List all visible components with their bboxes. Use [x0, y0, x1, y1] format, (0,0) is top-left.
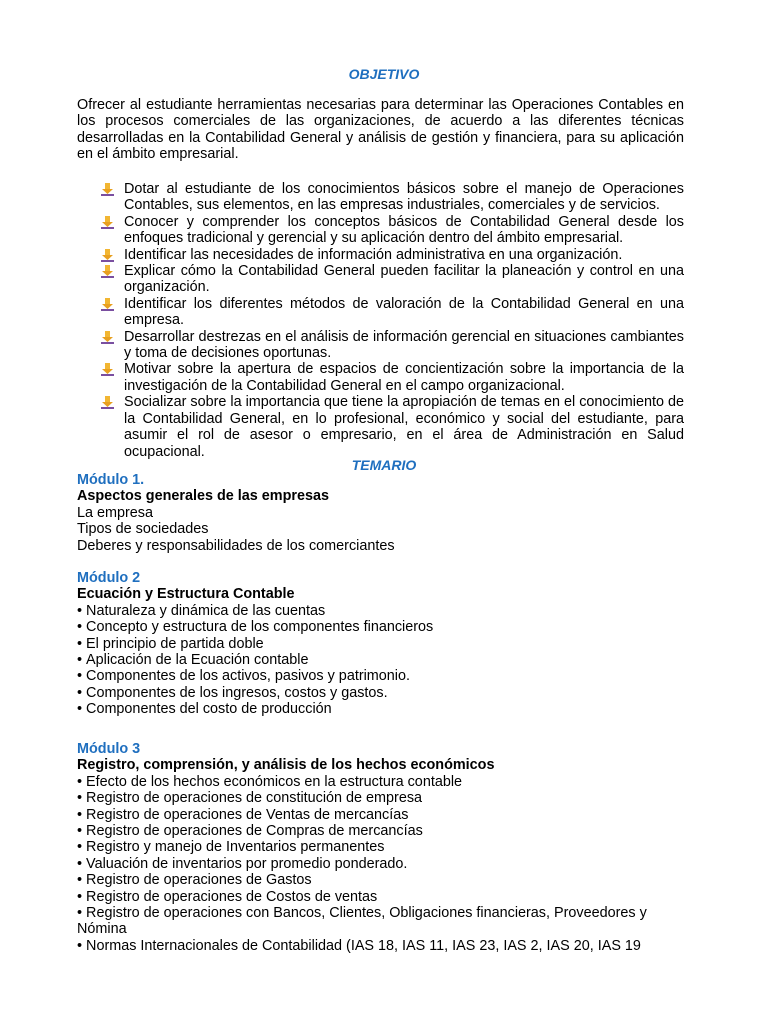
objectives-list: [77, 181, 684, 460]
list-item: • Componentes de los activos, pasivos y patrimonio.: [77, 668, 684, 684]
objetivo-heading: OBJETIVO: [348, 66, 420, 82]
objective-item: [77, 263, 684, 296]
objective-item: [77, 214, 684, 247]
module-topic-list: [77, 505, 684, 554]
objective-text: Conocer y comprender los conceptos básicos de Contabilidad General desde los enfoques tradicional y gerencial y su aplicación dentro del ámbito empresarial.: [124, 213, 684, 247]
objective-text: Identificar los diferentes métodos de valoración de la Contabilidad General en una empresa.: [124, 295, 684, 329]
objective-text: Motivar sobre la apertura de espacios de concientización sobre la importancia de la investigación de la Contabilidad General en el campo organizacional.: [124, 361, 684, 394]
module-3: [77, 741, 684, 954]
module-2: [77, 570, 684, 718]
list-item: • Registro de operaciones de Costos de ventas: [77, 889, 684, 905]
objective-item: [77, 361, 684, 394]
objective-text: Socializar sobre la importancia que tiene la apropiación de temas en el conocimiento de la Contabilidad General, en lo profesional, económico y social del estudiante, para asumir el rol de asesor o empresario, en el área de Administración en Salud ocupacional.: [124, 394, 684, 460]
objective-text: Desarrollar destrezas en el análisis de información gerencial en situaciones cambiantes y toma de decisiones oportunas.: [124, 328, 684, 362]
list-item: • Naturaleza y dinámica de las cuentas: [77, 603, 684, 619]
list-item: • El principio de partida doble: [77, 636, 684, 652]
objective-item: [77, 296, 684, 329]
objective-item: [77, 329, 684, 362]
list-item: • Registro de operaciones con Bancos, Clientes, Obligaciones financieras, Proveedores y Nómina: [77, 905, 684, 938]
objective-text: Dotar al estudiante de los conocimientos básicos sobre el manejo de Operaciones Contables, sus elementos, en las empresas industriales, comerciales y de servicios.: [124, 181, 684, 214]
objective-text: Identificar las necesidades de información administrativa en una organización.: [124, 246, 623, 263]
list-item: • Aplicación de la Ecuación contable: [77, 652, 684, 668]
list-item: • Normas Internacionales de Contabilidad (IAS 18, IAS 11, IAS 23, IAS 2, IAS 20, IAS 19: [77, 938, 684, 954]
module-subtitle: Ecuación y Estructura Contable: [77, 586, 295, 603]
list-item: • Registro de operaciones de Gastos: [77, 872, 684, 888]
module-subtitle: Aspectos generales de las empresas: [77, 488, 329, 505]
objective-item: [77, 181, 684, 214]
list-item: • Registro y manejo de Inventarios permanentes: [77, 839, 684, 855]
objective-item: [77, 394, 684, 460]
list-item: Deberes y responsabilidades de los comerciantes: [77, 537, 395, 554]
arrow-down-bullet-icon: [101, 216, 114, 229]
objective-item: [77, 247, 684, 263]
list-item: • Registro de operaciones de Ventas de mercancías: [77, 807, 684, 823]
list-item: • Registro de operaciones de constitución de empresa: [77, 790, 684, 806]
list-item: Tipos de sociedades: [77, 521, 209, 538]
arrow-down-bullet-icon: [101, 265, 114, 278]
arrow-down-bullet-icon: [101, 298, 114, 311]
list-item: • Concepto y estructura de los componentes financieros: [77, 619, 684, 635]
arrow-down-bullet-icon: [101, 396, 114, 409]
objetivo-intro: Ofrecer al estudiante herramientas necesarias para determinar las Operaciones Contables en los procesos comerciales de las organizaciones, de acuerdo a las diferentes técnicas desarrolladas en la Contabilidad General y análisis de gestión y financiera, para su aplicación en el ámbito empresarial.: [77, 97, 684, 163]
arrow-down-bullet-icon: [101, 363, 114, 376]
module-title: Módulo 1.: [77, 472, 145, 488]
module-title: Módulo 2: [77, 570, 141, 586]
arrow-down-bullet-icon: [101, 331, 114, 344]
module-topic-list: [77, 774, 684, 954]
module-title: Módulo 3: [77, 741, 141, 757]
module-1: [77, 472, 684, 554]
objective-text: Explicar cómo la Contabilidad General pueden facilitar la planeación y control en una organización.: [124, 263, 684, 296]
list-item: La empresa: [77, 504, 153, 521]
arrow-down-bullet-icon: [101, 249, 114, 262]
module-topic-list: [77, 603, 684, 718]
temario-heading: TEMARIO: [351, 457, 417, 473]
list-item: • Componentes del costo de producción: [77, 701, 684, 717]
list-item: • Efecto de los hechos económicos en la estructura contable: [77, 774, 684, 790]
list-item: • Valuación de inventarios por promedio ponderado.: [77, 856, 684, 872]
list-item: • Componentes de los ingresos, costos y gastos.: [77, 685, 684, 701]
module-subtitle: Registro, comprensión, y análisis de los hechos económicos: [77, 757, 495, 774]
list-item: • Registro de operaciones de Compras de mercancías: [77, 823, 684, 839]
arrow-down-bullet-icon: [101, 183, 114, 196]
